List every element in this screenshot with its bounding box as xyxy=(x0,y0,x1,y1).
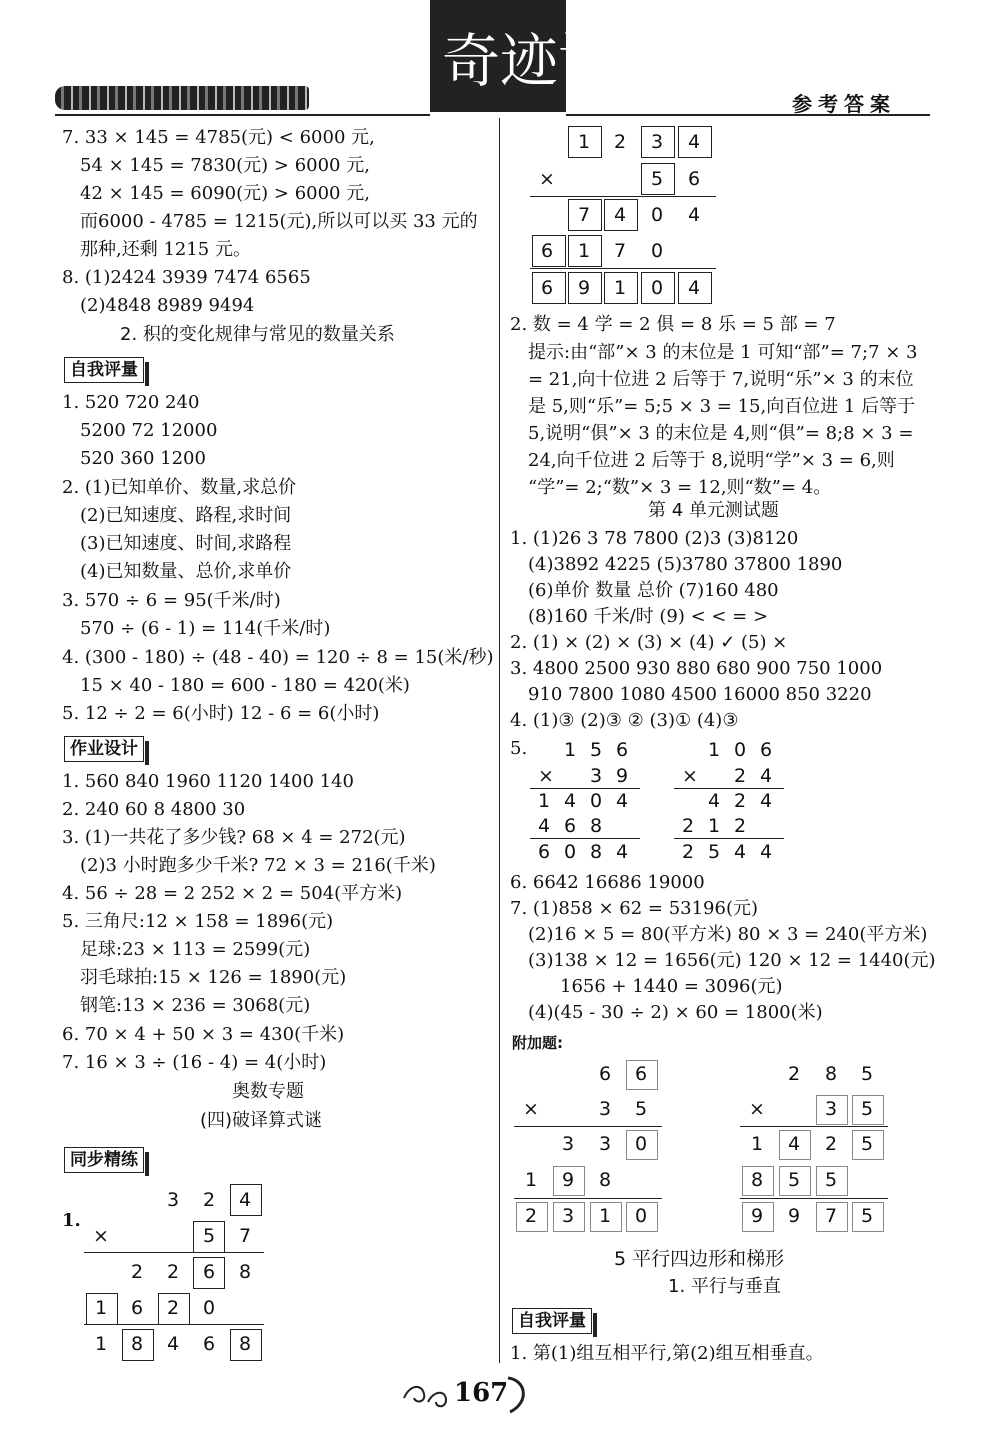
q7-line: 42 × 145 = 6090(元) > 6000 元, xyxy=(80,183,370,204)
bonus-label: 附加题: xyxy=(512,1034,563,1052)
digit: 6 xyxy=(634,1063,648,1085)
digit: 4 xyxy=(687,131,701,153)
self-q4-line: 15 × 40 - 180 = 600 - 180 = 420(米) xyxy=(80,675,410,696)
digit: 7 xyxy=(613,240,627,262)
digit: × xyxy=(749,1098,765,1120)
digit: 0 xyxy=(634,1205,648,1227)
digit: 0 xyxy=(202,1297,216,1319)
self-q1-line: 1. 520 720 240 xyxy=(62,392,200,413)
digit: 3 xyxy=(561,1205,575,1227)
digit: 6 xyxy=(537,841,551,863)
u4-q1-line: (8)160 千米/时 (9) < < = > xyxy=(528,606,769,627)
digit: 2 xyxy=(130,1261,144,1283)
digit: 0 xyxy=(634,1133,648,1155)
column-divider xyxy=(499,118,500,1363)
hw-q6: 6. 70 × 4 + 50 × 3 = 430(千米) xyxy=(62,1024,345,1045)
sync-q1-label: 1. xyxy=(62,1210,81,1231)
u4-q7-line: (2)16 × 5 = 80(平方米) 80 × 3 = 240(平方米) xyxy=(528,924,928,945)
digit: 1 xyxy=(524,1169,538,1191)
digit: 6 xyxy=(759,739,773,761)
digit: 2 xyxy=(166,1261,180,1283)
u4-q1-line: (4)3892 4225 (5)3780 37800 1890 xyxy=(528,554,843,575)
q8-line: 8. (1)2424 3939 7474 6565 xyxy=(62,267,311,288)
digit: 5 xyxy=(860,1098,874,1120)
digit: × xyxy=(539,168,555,190)
right-q2-line: 是 5,则“乐”= 5;5 × 3 = 15,向百位进 1 后等于 xyxy=(528,396,916,417)
footer-page-ornament xyxy=(400,1372,540,1416)
u4-q3-line: 3. 4800 2500 930 880 680 900 750 1000 xyxy=(510,658,883,679)
digit: × xyxy=(538,765,554,787)
digit: 8 xyxy=(238,1333,252,1355)
digit: 2 xyxy=(613,131,627,153)
digit: 0 xyxy=(650,240,664,262)
unit5-subtitle: 1. 平行与垂直 xyxy=(668,1276,781,1297)
digit: 1 xyxy=(94,1297,108,1319)
right-q2-line: 5,说明“俱”× 3 的末位是 4,则“俱”= 8;8 × 3 = xyxy=(528,423,914,444)
puzzle-rule xyxy=(84,1324,264,1325)
digit: 5 xyxy=(707,841,721,863)
digit: 5 xyxy=(824,1169,838,1191)
page-number: 167 xyxy=(454,1378,509,1408)
olympiad-title: 奥数专题 xyxy=(232,1081,304,1102)
digit: 3 xyxy=(598,1098,612,1120)
section-title: 2. 积的变化规律与常见的数量关系 xyxy=(120,324,395,345)
hw-q1: 1. 560 840 1960 1120 1400 140 xyxy=(62,771,354,792)
digit: 6 xyxy=(202,1261,216,1283)
digit: 4 xyxy=(687,204,701,226)
puzzle-rule xyxy=(740,1198,888,1199)
page-header-title: 参考答案 xyxy=(792,92,896,116)
digit: 2 xyxy=(681,815,695,837)
hw-q5-line: 足球:23 × 113 = 2599(元) xyxy=(80,939,311,960)
digit: 4 xyxy=(615,790,629,812)
unit4-title: 第 4 单元测试题 xyxy=(648,500,779,521)
u5-q1: 1. 第(1)组互相平行,第(2)组互相垂直。 xyxy=(510,1343,824,1364)
digit: 8 xyxy=(589,841,603,863)
self-q1-line: 5200 72 12000 xyxy=(80,420,218,441)
digit: 1 xyxy=(563,739,577,761)
tag-homework: 作业设计 xyxy=(64,736,144,762)
digit: 5 xyxy=(650,168,664,190)
q7-line: 那种,还剩 1215 元。 xyxy=(80,239,251,260)
digit: 2 xyxy=(733,790,747,812)
digit: 4 xyxy=(759,765,773,787)
puzzle-rule xyxy=(740,1126,888,1127)
logo xyxy=(430,0,675,112)
digit: 5 xyxy=(860,1205,874,1227)
digit: 1 xyxy=(577,131,591,153)
puzzle-rule xyxy=(530,196,716,197)
digit: 0 xyxy=(650,204,664,226)
u4-q3-line: 910 7800 1080 4500 16000 850 3220 xyxy=(528,684,872,705)
digit: 1 xyxy=(707,739,721,761)
self-q1-line: 520 360 1200 xyxy=(80,448,206,469)
digit: 1 xyxy=(598,1205,612,1227)
hw-q5-line: 钢笔:13 × 236 = 3068(元) xyxy=(80,995,311,1016)
tag-self-assessment: 自我评量 xyxy=(64,357,144,383)
digit: 4 xyxy=(687,277,701,299)
u4-q5-label: 5. xyxy=(510,738,528,759)
digit: 8 xyxy=(598,1169,612,1191)
digit: 4 xyxy=(563,790,577,812)
digit: 8 xyxy=(238,1261,252,1283)
digit: × xyxy=(523,1098,539,1120)
self-q3-line: 3. 570 ÷ 6 = 95(千米/时) xyxy=(62,590,281,611)
digit: 1 xyxy=(613,277,627,299)
digit: × xyxy=(682,765,698,787)
digit: 4 xyxy=(759,841,773,863)
digit: 3 xyxy=(589,765,603,787)
digit: 1 xyxy=(577,240,591,262)
digit: 3 xyxy=(561,1133,575,1155)
digit: 9 xyxy=(615,765,629,787)
digit: 4 xyxy=(759,790,773,812)
u4-q2: 2. (1) × (2) × (3) × (4) ✓ (5) × xyxy=(510,632,788,653)
right-q2-line: “学”= 2;“数”× 3 = 12,则“数”= 4。 xyxy=(528,477,832,498)
digit: 7 xyxy=(577,204,591,226)
digit: 2 xyxy=(824,1133,838,1155)
u4-q1-line: (6)单价 数量 总价 (7)160 480 xyxy=(528,580,779,601)
digit: 4 xyxy=(615,841,629,863)
digit: 6 xyxy=(202,1333,216,1355)
digit: 4 xyxy=(537,815,551,837)
digit: 2 xyxy=(202,1189,216,1211)
digit: 1 xyxy=(707,815,721,837)
q7-line: 54 × 145 = 7830(元) > 6000 元, xyxy=(80,155,370,176)
digit: 5 xyxy=(787,1169,801,1191)
digit: 8 xyxy=(130,1333,144,1355)
digit: 7 xyxy=(824,1205,838,1227)
digit: 2 xyxy=(166,1297,180,1319)
digit: 0 xyxy=(650,277,664,299)
digit: 5 xyxy=(589,739,603,761)
digit: 8 xyxy=(589,815,603,837)
self-q3-line: 570 ÷ (6 - 1) = 114(千米/时) xyxy=(80,618,331,639)
hw-q2: 2. 240 60 8 4800 30 xyxy=(62,799,246,820)
digit: 6 xyxy=(598,1063,612,1085)
right-q2-line: 提示:由“部”× 3 的末位是 1 可知“部”= 7;7 × 3 xyxy=(528,342,918,363)
puzzle-rule xyxy=(514,1198,662,1199)
digit: 6 xyxy=(540,277,554,299)
self-q2-line: (2)已知速度、路程,求时间 xyxy=(80,505,292,526)
digit: 3 xyxy=(650,131,664,153)
digit: 2 xyxy=(733,815,747,837)
right-q2-line: = 21,向十位进 2 后等于 7,说明“乐”× 3 的末位 xyxy=(528,369,914,390)
digit: 2 xyxy=(524,1205,538,1227)
u4-q1-line: 1. (1)26 3 78 7800 (2)3 (3)8120 xyxy=(510,528,799,549)
digit: 4 xyxy=(238,1189,252,1211)
u4-q7-line: 7. (1)858 × 62 = 53196(元) xyxy=(510,898,759,919)
digit: 4 xyxy=(707,790,721,812)
digit: 4 xyxy=(166,1333,180,1355)
digit: 1 xyxy=(537,790,551,812)
digit: 2 xyxy=(733,765,747,787)
puzzle-rule xyxy=(530,268,716,269)
tag-sync-practice: 同步精练 xyxy=(64,1147,144,1173)
digit: 6 xyxy=(540,240,554,262)
unit5-title: 5 平行四边形和梯形 xyxy=(614,1248,785,1270)
digit: 3 xyxy=(166,1189,180,1211)
u4-q7-line: (3)138 × 12 = 1656(元) 120 × 12 = 1440(元) xyxy=(528,950,936,971)
digit: 6 xyxy=(130,1297,144,1319)
hw-q3-line: 3. (1)一共花了多少钱? 68 × 4 = 272(元) xyxy=(62,827,406,848)
digit: 5 xyxy=(860,1063,874,1085)
digit: 9 xyxy=(577,277,591,299)
self-q5-line: 5. 12 ÷ 2 = 6(小时) 12 - 6 = 6(小时) xyxy=(62,703,380,724)
self-q2-line: 2. (1)已知单价、数量,求总价 xyxy=(62,477,297,498)
digit: 5 xyxy=(202,1225,216,1247)
header-rule-right xyxy=(566,114,930,116)
self-q2-line: (3)已知速度、时间,求路程 xyxy=(80,533,292,554)
digit: 0 xyxy=(563,841,577,863)
q8-line: (2)4848 8989 9494 xyxy=(80,295,255,316)
u4-q4: 4. (1)③ (2)③ ② (3)① (4)③ xyxy=(510,710,739,731)
digit: 4 xyxy=(787,1133,801,1155)
digit: 0 xyxy=(733,739,747,761)
puzzle-rule xyxy=(84,1252,264,1253)
digit: 3 xyxy=(824,1098,838,1120)
digit: 8 xyxy=(750,1169,764,1191)
digit: 9 xyxy=(561,1169,575,1191)
digit: 0 xyxy=(589,790,603,812)
olympiad-subtitle: (四)破译算式谜 xyxy=(200,1110,323,1131)
q7-line: 7. 33 × 145 = 4785(元) < 6000 元, xyxy=(62,127,375,148)
digit: 5 xyxy=(860,1133,874,1155)
digit: 1 xyxy=(750,1133,764,1155)
right-q2-line: 2. 数 = 4 学 = 2 俱 = 8 乐 = 5 部 = 7 xyxy=(510,314,836,335)
digit: 1 xyxy=(94,1333,108,1355)
header-rule-left xyxy=(55,114,430,116)
digit: 9 xyxy=(750,1205,764,1227)
hw-q5-line: 羽毛球拍:15 × 126 = 1890(元) xyxy=(80,967,347,988)
digit: 3 xyxy=(598,1133,612,1155)
self-q2-line: (4)已知数量、总价,求单价 xyxy=(80,561,292,582)
digit: × xyxy=(93,1225,109,1247)
digit: 4 xyxy=(613,204,627,226)
right-q2-line: 24,向千位进 2 后等于 8,说明“学”× 3 = 6,则 xyxy=(528,450,895,471)
tag-self-assessment-2: 自我评量 xyxy=(512,1308,592,1334)
digit: 9 xyxy=(787,1205,801,1227)
digit: 8 xyxy=(824,1063,838,1085)
digit: 7 xyxy=(238,1225,252,1247)
digit: 2 xyxy=(681,841,695,863)
hw-q7: 7. 16 × 3 ÷ (16 - 4) = 4(小时) xyxy=(62,1052,327,1073)
digit: 4 xyxy=(733,841,747,863)
q7-line: 而6000 - 4785 = 1215(元),所以可以买 33 元的 xyxy=(80,211,478,232)
digit: 6 xyxy=(615,739,629,761)
u4-q7-line: 1656 + 1440 = 3096(元) xyxy=(560,976,783,997)
digit: 5 xyxy=(634,1098,648,1120)
u4-q6: 6. 6642 16686 19000 xyxy=(510,872,705,893)
digit: 6 xyxy=(687,168,701,190)
logo-text: 奇迹课堂 xyxy=(442,27,675,95)
hw-q4: 4. 56 ÷ 28 = 2 252 × 2 = 504(平方米) xyxy=(62,883,403,904)
digit: 2 xyxy=(787,1063,801,1085)
u4-q7-line: (4)(45 - 30 ÷ 2) × 60 = 1800(米) xyxy=(528,1002,823,1023)
hw-q5-line: 5. 三角尺:12 × 158 = 1896(元) xyxy=(62,911,334,932)
puzzle-rule xyxy=(514,1126,662,1127)
header-ornament xyxy=(55,86,309,110)
self-q4-line: 4. (300 - 180) ÷ (48 - 40) = 120 ÷ 8 = 15(米/秒) xyxy=(62,647,494,668)
hw-q3-line: (2)3 小时跑多少千米? 72 × 3 = 216(千米) xyxy=(80,855,436,876)
digit: 6 xyxy=(563,815,577,837)
